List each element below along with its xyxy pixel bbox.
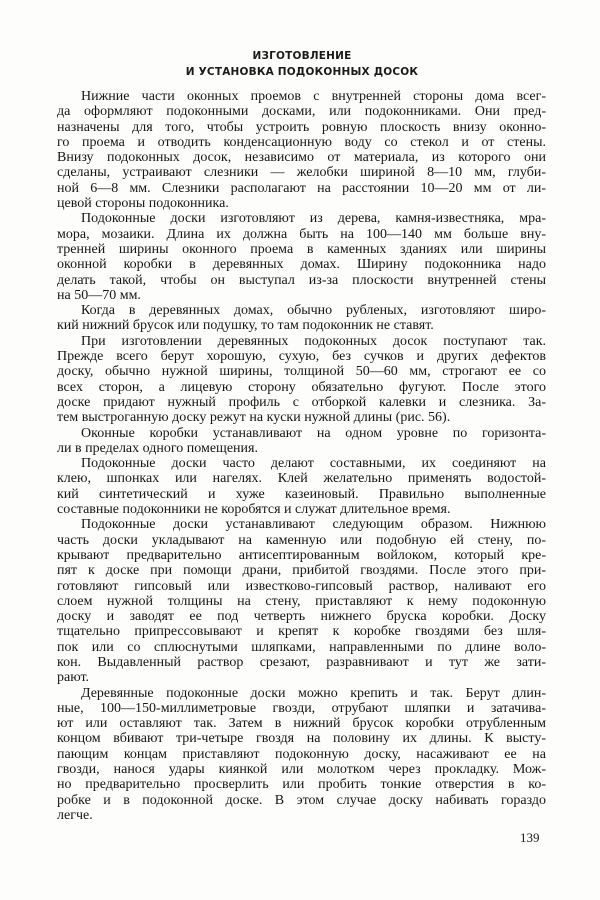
paragraph [57, 303, 546, 334]
paragraph [57, 426, 546, 457]
text-line: оконной коробки в деревянных домах. Ширину подоконника надо [57, 257, 546, 273]
text-line: готовляют гипсовый или известково-гипсовый раствор, наливают его [57, 578, 546, 594]
section-heading-line-1: ИЗГОТОВЛЕНИЕ [252, 50, 352, 62]
text-line: всех сторон, а лицевую сторону обязательно фугуют. После этого [57, 379, 546, 395]
text-line: часть доски укладывают на каменную или подобную ей стену, по- [57, 532, 546, 548]
paragraph [57, 517, 546, 685]
text-line: концом вбивают три-четыре гвоздя на половину их длины. К высту- [57, 731, 546, 747]
page-number: 139 [520, 830, 540, 845]
text-line: Внизу подоконных досок, независимо от материала, из которого они [57, 150, 546, 166]
text-line: Деревянные подоконные доски можно крепить и так. Берут длин- [81, 685, 546, 701]
text-line: да оформляют подоконными досками, или подоконниками. Они пред- [57, 104, 546, 120]
text-line: мора, мозаики. Длина их должна быть на 100—140 мм больше вну- [57, 226, 546, 242]
text-line: ли в пределах одного помещения. [57, 440, 258, 456]
text-line: пят к доске при помощи драни, прибитой гвоздями. После этого при- [57, 563, 546, 579]
text-line: рают. [57, 670, 90, 686]
text-line: доске придают нужный профиль с отборкой калевки и слезника. За- [57, 394, 546, 410]
text-line: Подоконные доски часто делают составными, их соединяют на [81, 456, 546, 472]
paragraph [57, 89, 546, 211]
text-line: гвозди, нанося удары киянкой или молотком через прокладку. Мож- [57, 762, 546, 778]
text-line: цевой стороны подоконника. [57, 196, 229, 212]
body-text [57, 89, 546, 823]
text-line: го проема и отводить конденсационную воду со стекол и от стены. [57, 134, 546, 150]
text-line: назначены для того, чтобы устроить ровную плоскость внизу оконно- [57, 119, 546, 135]
text-line: Прежде всего берут хорошую, сухую, без сучков и других дефектов [57, 349, 546, 365]
text-line: легче. [57, 807, 93, 823]
text-line: пающим концам приставляют подоконную доску, насаживают ее на [57, 746, 546, 762]
paragraph [57, 686, 546, 824]
text-line: тем выстроганную доску режут на куски нужной длины (рис. 56). [57, 410, 451, 426]
text-line: на 50—70 мм. [57, 287, 141, 303]
text-line: пок или со сплюснутыми шляпками, направленными по длине воло- [57, 639, 546, 655]
text-line: кон. Выдавленный раствор срезают, разравнивают и тут же зати- [57, 654, 546, 670]
text-line: Когда в деревянных домах, обычно рубленых, изготовляют широ- [81, 303, 546, 319]
text-line: ной 6—8 мм. Слезники располагают на расстоянии 10—20 мм от ли- [57, 180, 546, 196]
text-line: Подоконные доски изготовляют из дерева, камня-известняка, мра- [81, 211, 546, 227]
text-line: робке и в подоконной доске. В этом случае доску набивать гораздо [57, 792, 546, 808]
text-line: доску, обычно нужной ширины, толщиной 50—60 мм, строгают ее со [57, 364, 546, 380]
text-line: делать такой, чтобы он выступал из-за плоскости внутренней стены [57, 272, 546, 288]
paragraph [57, 456, 546, 517]
text-line: кий синтетический и хуже казеиновый. Правильно выполненные [57, 486, 546, 502]
text-line: ют или оставляют так. Затем в нижний брусок коробки отрубленным [57, 716, 546, 732]
text-line: клею, шпонках или нагелях. Клей желательно применять водостой- [57, 471, 546, 487]
text-line: кий нижний брусок или подушку, то там подоконник не ставят. [57, 318, 434, 334]
text-line: Нижние части оконных проемов с внутренней стороны дома всег- [81, 89, 546, 104]
text-line: Оконные коробки устанавливают на одном уровне по горизонта- [81, 425, 546, 441]
text-line: тщательно припрессовывают и крепят к коробке гвоздями без шля- [57, 624, 546, 640]
text-line: составные подоконники не коробятся и служат длительное время. [57, 502, 451, 518]
text-line: доску и заводят ее под четверть нижнего бруска коробки. Доску [57, 609, 546, 625]
paragraph [57, 211, 546, 303]
text-line: сделаны, устраивают слезники — желобки шириной 8—10 мм, глуби- [57, 165, 546, 181]
text-line: ные, 100—150-миллиметровые гвозди, отрубают шляпки и затачива- [57, 700, 546, 716]
text-line: При изготовлении деревянных подоконных досок поступают так. [81, 333, 546, 349]
text-line: но предварительно просверлить или пробить тонкие отверстия в ко- [57, 777, 546, 793]
section-heading-line-2: И УСТАНОВКА ПОДОКОННЫХ ДОСОК [185, 66, 419, 78]
text-line: Подоконные доски устанавливают следующим образом. Нижнюю [81, 517, 546, 533]
text-line: слоем нужной толщины на стену, приставляют к нему подоконную [57, 593, 546, 609]
text-line: крывают предварительно антисептированным войлоком, который кре- [57, 547, 546, 563]
paragraph [57, 334, 546, 426]
text-line: тренней ширины оконного проема в каменных зданиях или ширины [57, 241, 546, 257]
